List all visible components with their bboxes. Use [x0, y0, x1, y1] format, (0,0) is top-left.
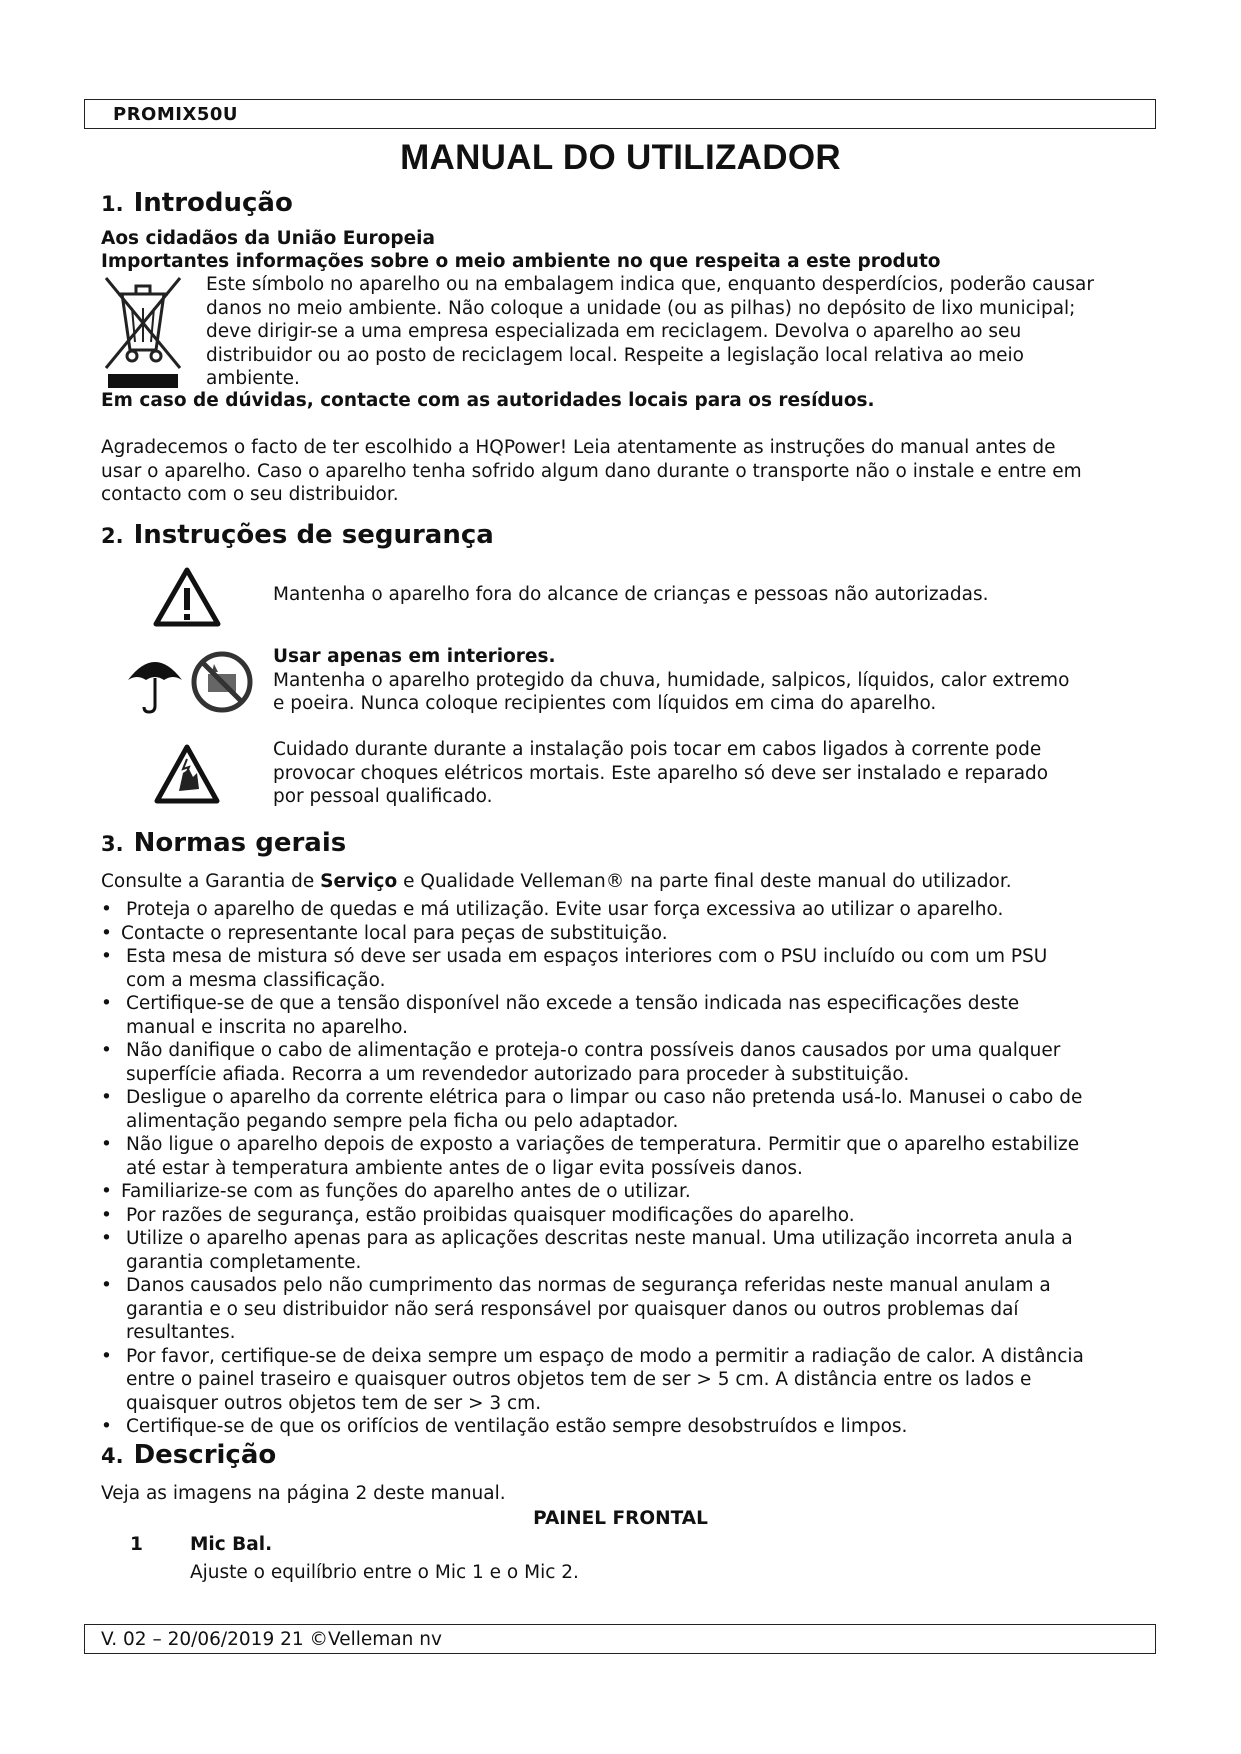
list-item: • Não danifique o cabo de alimentação e proteja-o contra possíveis danos causados por uma qualquer superfície afiada. Recorra a um revendedor autorizado para proceder à substituição.	[101, 1039, 1161, 1086]
list-item: • Utilize o aparelho apenas para as aplicações descritas neste manual. Uma utilização incorreta anula a garantia completamente.	[101, 1227, 1161, 1274]
list-item: • Desligue o aparelho da corrente elétrica para o limpar ou caso não pretenda usá-lo. Manusei o cabo de alimentação pegando sempre pela ficha ou pelo adaptador.	[101, 1086, 1161, 1133]
page-title: MANUAL DO UTILIZADOR	[400, 138, 841, 177]
list-item: • Esta mesa de mistura só deve ser usada em espaços interiores com o PSU incluído ou com um PSU com a mesma classificação.	[101, 945, 1161, 992]
see-images-text: Veja as imagens na página 2 deste manual.	[101, 1483, 506, 1504]
general-rules-list	[101, 898, 1161, 1439]
list-item: • Danos causados pelo não cumprimento das normas de segurança referidas neste manual anulam a garantia e o seu distribuidor não será responsável por quaisquer danos ou outros problemas daí resultantes.	[101, 1274, 1161, 1345]
thanks-paragraph: Agradecemos o facto de ter escolhido a HQPower! Leia atentamente as instruções do manual antes de usar o aparelho. Caso o aparelho tenha sofrido algum dano durante o transporte não o instale e entre em contacto com o seu distribuidor.	[101, 437, 1082, 505]
page-header	[84, 99, 1156, 129]
list-item: • Certifique-se de que a tensão disponível não excede a tensão indicada nas especificações deste manual e inscrita no aparelho.	[101, 992, 1161, 1039]
item-number: 1	[130, 1534, 143, 1555]
indoor-use-block: Usar apenas em interiores. Mantenha o aparelho protegido da chuva, humidade, salpicos, líquidos, calor extremo e poeira. Nunca coloque recipientes com líquidos em cima do aparelho.	[273, 646, 1070, 714]
section-heading-general: 3. Normas gerais	[101, 828, 347, 858]
weee-text: Este símbolo no aparelho ou na embalagem indica que, enquanto desperdícios, poderão causar danos no meio ambiente. Não coloque a unidade (ou as pilhas) no depósito de lixo municipal; deve dirigir-se a uma empresa especializada em reciclagem. Devolva o aparelho ao seu distribuidor ou ao posto de reciclagem local. Respeite a legislação local relativa ao meio ambiente.	[206, 274, 1094, 389]
list-item: • Por favor, certifique-se de deixa sempre um espaço de modo a permitir a radiação de calor. A distância entre o painel traseiro e quaisquer outros objetos tem de ser > 5 cm. A distância entre os lados e quaisquer outros objetos tem de ser > 3 cm.	[101, 1345, 1161, 1416]
warning-triangle-icon	[152, 566, 222, 628]
list-item: • Certifique-se de que os orifícios de ventilação estão sempre desobstruídos e limpos.	[101, 1415, 1161, 1439]
model-name: PROMIX50U	[113, 104, 239, 125]
section-heading-description: 4. Descrição	[101, 1440, 277, 1470]
eu-title: Aos cidadãos da União Europeia	[101, 228, 435, 249]
page-footer	[84, 1624, 1156, 1654]
warranty-reference: Consulte a Garantia de Serviço e Qualidade Velleman® na parte final deste manual do utilizador.	[101, 871, 1012, 892]
item-title: Mic Bal.	[190, 1534, 273, 1555]
item-description: Ajuste o equilíbrio entre o Mic 1 e o Mic 2.	[190, 1562, 579, 1583]
list-item: • Familiarize-se com as funções do aparelho antes de o utilizar.	[101, 1180, 1161, 1204]
list-item: • Contacte o representante local para peças de substituição.	[101, 922, 1161, 946]
electric-shock-warning-icon	[153, 743, 221, 805]
list-item: • Por razões de segurança, estão proibidas quaisquer modificações do aparelho.	[101, 1204, 1161, 1228]
no-liquids-icon	[190, 650, 254, 714]
umbrella-icon	[126, 650, 184, 716]
footer-text: V. 02 – 20/06/2019 21 ©Velleman nv	[101, 1629, 442, 1650]
doubt-text: Em caso de dúvidas, contacte com as autoridades locais para os resíduos.	[101, 390, 875, 411]
electric-warning-text: Cuidado durante durante a instalação pois tocar em cabos ligados à corrente pode provocar choques elétricos mortais. Este aparelho só deve ser instalado e reparado por pessoal qualificado.	[273, 739, 1049, 807]
list-item: • Proteja o aparelho de quedas e má utilização. Evite usar força excessiva ao utilizar o aparelho.	[101, 898, 1161, 922]
list-item: • Não ligue o aparelho depois de exposto a variações de temperatura. Permitir que o aparelho estabilize até estar à temperatura ambiente antes de o ligar evita possíveis danos.	[101, 1133, 1161, 1180]
section-heading-intro: 1. Introdução	[101, 188, 293, 218]
weee-bin-icon	[102, 272, 184, 390]
env-title: Importantes informações sobre o meio ambiente no que respeita a este produto	[101, 251, 941, 272]
section-heading-safety: 2. Instruções de segurança	[101, 520, 494, 550]
front-panel-title: PAINEL FRONTAL	[533, 1508, 708, 1529]
safety-children-text: Mantenha o aparelho fora do alcance de crianças e pessoas não autorizadas.	[273, 584, 989, 605]
